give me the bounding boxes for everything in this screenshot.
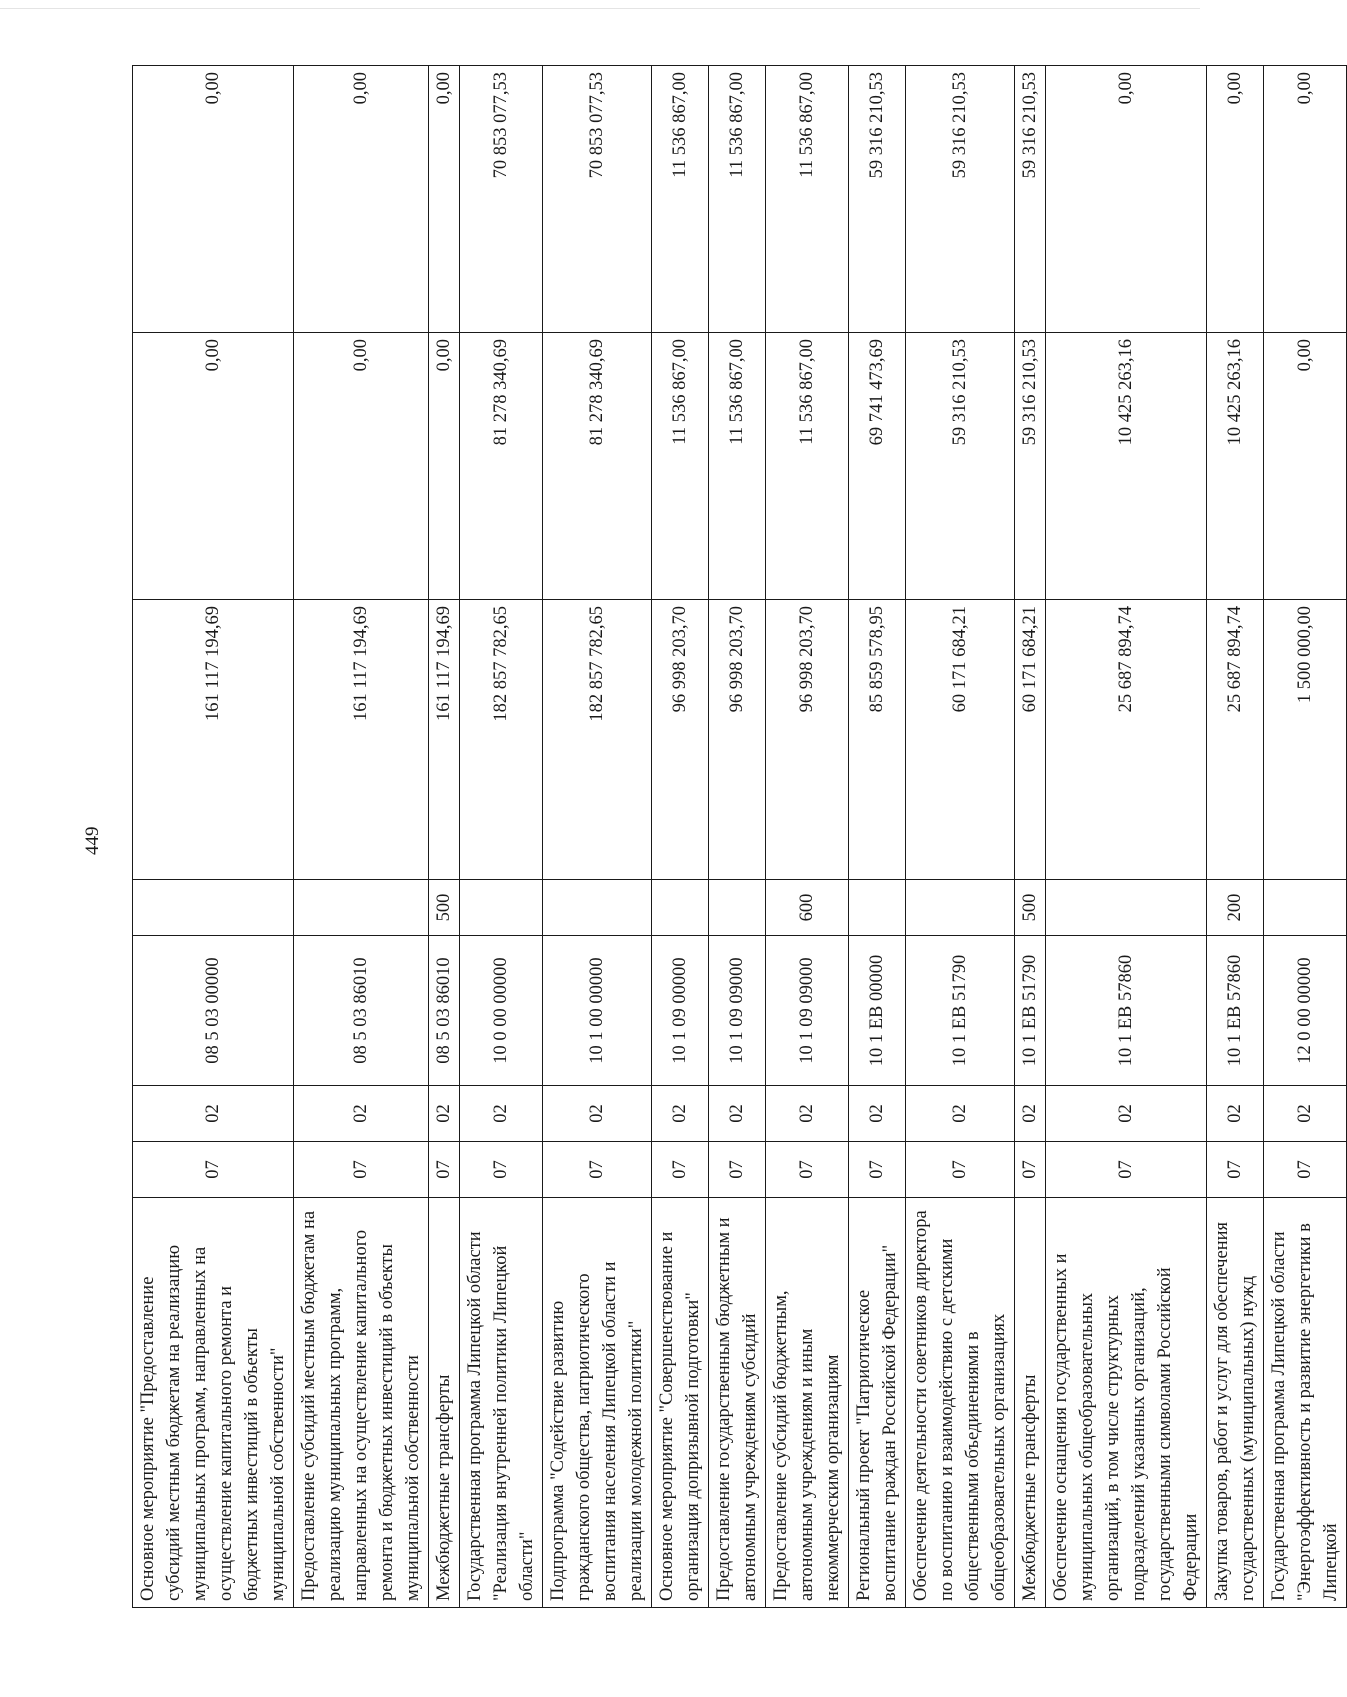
subsection-code-cell: 02	[766, 1086, 849, 1142]
section-code-cell: 07	[1046, 1142, 1207, 1198]
row-name-cell: Межбюджетные трансферты	[429, 1198, 460, 1608]
subsection-code-cell: 02	[429, 1086, 460, 1142]
target-article-cell: 10 0 00 00000	[460, 936, 543, 1086]
target-article-cell: 10 1 EB 00000	[849, 936, 906, 1086]
row-name-cell: Закупка товаров, работ и услуг для обеспечения государственных (муниципальных) нужд	[1207, 1198, 1264, 1608]
table-row	[294, 66, 429, 1608]
row-name-cell: Подпрограмма "Содействие развитию гражданского общества, патриотического воспитания населения Липецкой области и реализации молодежной политики"	[543, 1198, 652, 1608]
target-article-cell: 12 0 00 00000	[1264, 936, 1347, 1086]
amount-3-cell: 70 853 077,53	[460, 66, 543, 333]
amount-3-cell: 59 316 210,53	[906, 66, 1015, 333]
target-article-cell: 10 1 EB 57860	[1207, 936, 1264, 1086]
table-row	[1264, 66, 1347, 1608]
table-row	[849, 66, 906, 1608]
amount-1-cell: 161 117 194,69	[294, 600, 429, 880]
table-row	[1015, 66, 1046, 1608]
section-code-cell: 07	[460, 1142, 543, 1198]
subsection-code-cell: 02	[460, 1086, 543, 1142]
target-article-cell: 10 1 EB 51790	[1015, 936, 1046, 1086]
expense-type-cell: 200	[1207, 880, 1264, 936]
section-code-cell: 07	[543, 1142, 652, 1198]
section-code-cell: 07	[652, 1142, 709, 1198]
amount-1-cell: 85 859 578,95	[849, 600, 906, 880]
budget-table	[132, 65, 1347, 1608]
target-article-cell: 10 1 09 09000	[709, 936, 766, 1086]
amount-2-cell: 81 278 340,69	[460, 333, 543, 600]
rotated-table-container	[132, 66, 1341, 1608]
row-name-cell: Предоставление государственным бюджетным и автономным учреждениям субсидий	[709, 1198, 766, 1608]
table-row	[133, 66, 294, 1608]
subsection-code-cell: 02	[849, 1086, 906, 1142]
subsection-code-cell: 02	[906, 1086, 1015, 1142]
expense-type-cell	[652, 880, 709, 936]
section-code-cell: 07	[294, 1142, 429, 1198]
row-name-cell: Межбюджетные трансферты	[1015, 1198, 1046, 1608]
amount-1-cell: 182 857 782,65	[460, 600, 543, 880]
row-name-cell: Предоставление субсидий местным бюджетам на реализацию муниципальных программ, направленных на осуществление капитального ремонта и бюджетных инвестиций в объекты муниципальной собственности	[294, 1198, 429, 1608]
amount-3-cell: 0,00	[429, 66, 460, 333]
amount-1-cell: 96 998 203,70	[709, 600, 766, 880]
amount-1-cell: 96 998 203,70	[766, 600, 849, 880]
section-code-cell: 07	[906, 1142, 1015, 1198]
table-row	[709, 66, 766, 1608]
amount-1-cell: 161 117 194,69	[133, 600, 294, 880]
row-name-cell: Государственная программа Липецкой области "Реализация внутренней политики Липецкой области"	[460, 1198, 543, 1608]
target-article-cell: 10 1 09 00000	[652, 936, 709, 1086]
row-name-cell: Обеспечение деятельности советников директора по воспитанию и взаимодействию с детскими общественными объединениями в общеобразовательных организациях	[906, 1198, 1015, 1608]
section-code-cell: 07	[1015, 1142, 1046, 1198]
target-article-cell: 10 1 00 00000	[543, 936, 652, 1086]
row-name-cell: Региональный проект "Патриотическое воспитание граждан Российской Федерации"	[849, 1198, 906, 1608]
subsection-code-cell: 02	[294, 1086, 429, 1142]
subsection-code-cell: 02	[1264, 1086, 1347, 1142]
expense-type-cell	[849, 880, 906, 936]
subsection-code-cell: 02	[652, 1086, 709, 1142]
amount-2-cell: 0,00	[1264, 333, 1347, 600]
amount-3-cell: 11 536 867,00	[766, 66, 849, 333]
amount-1-cell: 60 171 684,21	[1015, 600, 1046, 880]
amount-3-cell: 0,00	[1264, 66, 1347, 333]
amount-2-cell: 59 316 210,53	[1015, 333, 1046, 600]
section-code-cell: 07	[849, 1142, 906, 1198]
expense-type-cell: 600	[766, 880, 849, 936]
table-row	[906, 66, 1015, 1608]
expense-type-cell	[133, 880, 294, 936]
amount-2-cell: 0,00	[429, 333, 460, 600]
target-article-cell: 08 5 03 00000	[133, 936, 294, 1086]
amount-2-cell: 11 536 867,00	[709, 333, 766, 600]
row-name-cell: Обеспечение оснащения государственных и муниципальных общеобразовательных организаций, в том числе структурных подразделений указанных организаций, государственными символами Российской Федерации	[1046, 1198, 1207, 1608]
expense-type-cell: 500	[1015, 880, 1046, 936]
row-name-cell: Основное мероприятие "Предоставление субсидий местным бюджетам на реализацию муниципальных программ, направленных на осуществление капитального ремонта и бюджетных инвестиций в объекты муниципальной собственности"	[133, 1198, 294, 1608]
section-code-cell: 07	[766, 1142, 849, 1198]
section-code-cell: 07	[1207, 1142, 1264, 1198]
subsection-code-cell: 02	[1046, 1086, 1207, 1142]
expense-type-cell	[460, 880, 543, 936]
target-article-cell: 08 5 03 86010	[294, 936, 429, 1086]
table-row	[543, 66, 652, 1608]
amount-1-cell: 1 500 000,00	[1264, 600, 1347, 880]
expense-type-cell	[906, 880, 1015, 936]
amount-2-cell: 10 425 263,16	[1207, 333, 1264, 600]
section-code-cell: 07	[1264, 1142, 1347, 1198]
amount-3-cell: 59 316 210,53	[849, 66, 906, 333]
amount-2-cell: 11 536 867,00	[652, 333, 709, 600]
amount-2-cell: 0,00	[294, 333, 429, 600]
target-article-cell: 10 1 EB 51790	[906, 936, 1015, 1086]
row-name-cell: Предоставление субсидий бюджетным, автономным учреждениям и иным некоммерческим организациям	[766, 1198, 849, 1608]
expense-type-cell	[709, 880, 766, 936]
amount-1-cell: 182 857 782,65	[543, 600, 652, 880]
row-name-cell: Основное мероприятие "Совершенствование и организация допризывной подготовки"	[652, 1198, 709, 1608]
section-code-cell: 07	[133, 1142, 294, 1198]
target-article-cell: 10 1 EB 57860	[1046, 936, 1207, 1086]
section-code-cell: 07	[429, 1142, 460, 1198]
expense-type-cell	[543, 880, 652, 936]
expense-type-cell	[1264, 880, 1347, 936]
section-code-cell: 07	[709, 1142, 766, 1198]
expense-type-cell	[1046, 880, 1207, 936]
amount-1-cell: 60 171 684,21	[906, 600, 1015, 880]
amount-3-cell: 0,00	[133, 66, 294, 333]
table-row	[1207, 66, 1264, 1608]
scan-edge-line	[0, 8, 1200, 9]
amount-1-cell: 161 117 194,69	[429, 600, 460, 880]
amount-3-cell: 0,00	[294, 66, 429, 333]
subsection-code-cell: 02	[709, 1086, 766, 1142]
amount-2-cell: 0,00	[133, 333, 294, 600]
table-row	[460, 66, 543, 1608]
amount-1-cell: 96 998 203,70	[652, 600, 709, 880]
amount-3-cell: 11 536 867,00	[652, 66, 709, 333]
target-article-cell: 10 1 09 09000	[766, 936, 849, 1086]
table-row	[1046, 66, 1207, 1608]
amount-1-cell: 25 687 894,74	[1046, 600, 1207, 880]
table-body	[133, 66, 1347, 1608]
amount-2-cell: 10 425 263,16	[1046, 333, 1207, 600]
amount-3-cell: 0,00	[1046, 66, 1207, 333]
amount-3-cell: 0,00	[1207, 66, 1264, 333]
amount-3-cell: 70 853 077,53	[543, 66, 652, 333]
subsection-code-cell: 02	[1015, 1086, 1046, 1142]
amount-2-cell: 59 316 210,53	[906, 333, 1015, 600]
subsection-code-cell: 02	[543, 1086, 652, 1142]
amount-3-cell: 59 316 210,53	[1015, 66, 1046, 333]
amount-3-cell: 11 536 867,00	[709, 66, 766, 333]
subsection-code-cell: 02	[133, 1086, 294, 1142]
expense-type-cell	[294, 880, 429, 936]
amount-2-cell: 11 536 867,00	[766, 333, 849, 600]
amount-2-cell: 81 278 340,69	[543, 333, 652, 600]
expense-type-cell: 500	[429, 880, 460, 936]
table-row	[766, 66, 849, 1608]
subsection-code-cell: 02	[1207, 1086, 1264, 1142]
target-article-cell: 08 5 03 86010	[429, 936, 460, 1086]
amount-1-cell: 25 687 894,74	[1207, 600, 1264, 880]
row-name-cell: Государственная программа Липецкой области "Энергоэффективность и развитие энергетики в Липецкой	[1264, 1198, 1347, 1608]
page-number: 449	[82, 826, 103, 855]
table-row	[429, 66, 460, 1608]
table-row	[652, 66, 709, 1608]
amount-2-cell: 69 741 473,69	[849, 333, 906, 600]
